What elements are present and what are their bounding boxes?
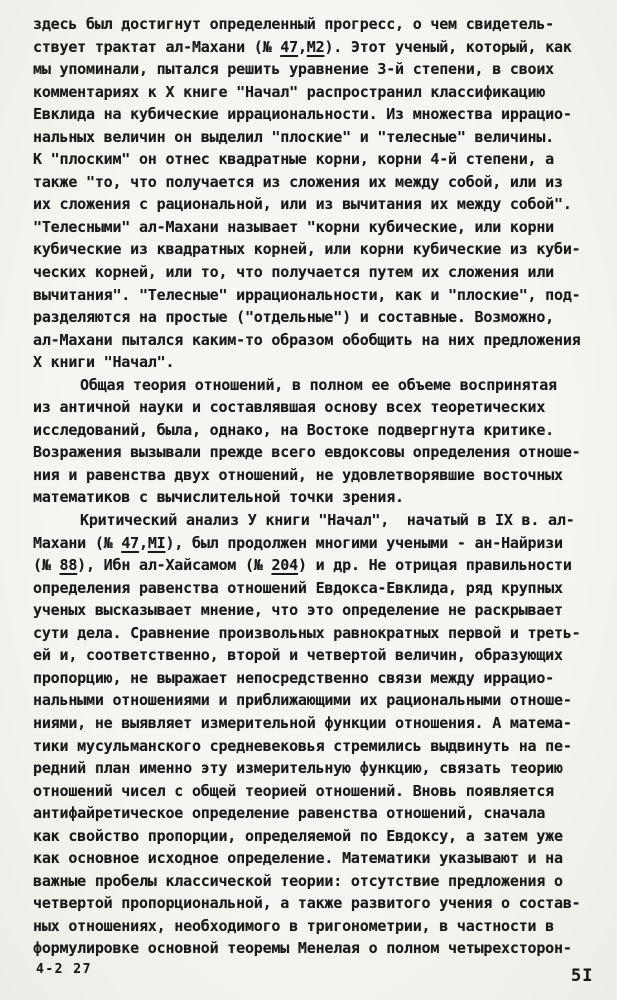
- text-line: [33, 802, 599, 825]
- text-line: [33, 419, 599, 442]
- text-run: также "то, что получается из сложения их между собой, или из: [33, 172, 563, 191]
- paragraph: [33, 509, 599, 960]
- text-line: [33, 486, 599, 509]
- reference-number: 204: [271, 556, 298, 575]
- text-line: [33, 284, 599, 307]
- reference-number: МI: [147, 533, 166, 552]
- text-block: [33, 13, 599, 960]
- text-run: формулировке основной теоремы Менелая о полном четырехсторон-: [33, 939, 572, 958]
- text-line: [33, 622, 599, 645]
- text-run: тики мусульманского средневековья стремились выдвинуть на пе-: [33, 736, 572, 755]
- text-run: Евклида на кубические иррациональности. Из множества иррацио-: [33, 105, 572, 124]
- text-line: [33, 915, 599, 938]
- text-line: [33, 261, 599, 284]
- text-line: [33, 374, 599, 397]
- text-line: [33, 238, 599, 261]
- text-line: [33, 554, 599, 577]
- text-line: [33, 644, 599, 667]
- text-line: [33, 735, 599, 758]
- text-run: важные пробелы классической теории: отсутствие предложения о: [33, 871, 563, 890]
- text-run: ствует трактат ал-Махани (№: [33, 37, 281, 56]
- text-line: [33, 126, 599, 149]
- text-run: ных отношениях, необходимого в тригонометрии, в частности в: [33, 916, 555, 935]
- text-run: ниями, не выявляет измерительной функции отношения. А матема-: [33, 713, 572, 732]
- text-run: Общая теория отношений, в полном ее объеме воспринятая: [80, 375, 557, 394]
- text-line: [33, 36, 599, 59]
- text-line: [33, 193, 599, 216]
- text-run: их сложения с рациональной, или из вычитания их между собой".: [33, 195, 572, 214]
- text-line: [33, 599, 599, 622]
- text-run: нальных величин он выделил "плоские" и "телесные" величины.: [33, 127, 555, 146]
- text-line: [33, 937, 599, 960]
- text-run: как основное исходное определение. Математики указывают и на: [33, 849, 563, 868]
- text-line: [33, 532, 599, 555]
- text-run: ), Ибн ал-Хайсамом (№: [77, 556, 272, 575]
- text-line: [33, 351, 599, 374]
- text-line: [33, 441, 599, 464]
- text-run: Махани (№: [33, 533, 122, 552]
- text-line: [33, 13, 599, 36]
- text-line: [33, 306, 599, 329]
- print-signature-mark: 4-2 27: [36, 962, 92, 977]
- text-run: ,: [297, 37, 307, 56]
- text-run: разделяются на простые ("отдельные") и составные. Возможно,: [33, 308, 555, 327]
- text-run: пропорцию, не выражает непосредственно связи между иррацио-: [33, 668, 555, 687]
- text-run: ученых высказывает мнение, что это определение не раскрывает: [33, 601, 563, 620]
- text-run: К "плоским" он отнес квадратные корни, корни 4-й степени, а: [33, 150, 555, 169]
- text-line: [33, 847, 599, 870]
- text-run: нальными отношениями и приближающими их рациональными отноше-: [33, 691, 572, 710]
- text-line: [33, 81, 599, 104]
- text-line: [33, 892, 599, 915]
- text-run: определения равенства отношений Евдокса-Евклида, ряд крупных: [33, 578, 563, 597]
- text-run: ,: [138, 533, 148, 552]
- paragraph: [33, 13, 599, 374]
- text-run: редний план именно эту измерительную функцию, связать теорию: [33, 759, 563, 778]
- text-line: [33, 825, 599, 848]
- text-run: сути дела. Сравнение произвольных равнократных первой и треть-: [33, 623, 581, 642]
- text-run: Критический анализ У книги "Начал", начатый в IX в. ал-: [80, 511, 575, 530]
- text-run: ), был продолжен многими учеными - ан-Найризи: [165, 533, 563, 552]
- text-run: здесь был достигнут определенный прогресс, о чем свидетель-: [33, 15, 555, 33]
- reference-number: М2: [306, 37, 325, 56]
- text-run: кубические из квадратных корней, или корни кубические из куби-: [33, 240, 581, 259]
- text-run: четвертой пропорциональной, а также развитого учения о состав-: [33, 894, 581, 913]
- text-run: исследований, была, однако, на Востоке подвергнута критике.: [33, 420, 555, 439]
- text-line: [33, 689, 599, 712]
- text-run: Возражения вызывали прежде всего евдоксовы определения отноше-: [33, 443, 581, 462]
- text-line: [33, 780, 599, 803]
- text-run: ал-Махани пытался каким-то образом обобщить на них предложения: [33, 330, 581, 349]
- text-line: [33, 103, 599, 126]
- text-run: ния и равенства двух отношений, не удовлетворявшие восточных: [33, 465, 563, 484]
- reference-number: 47: [280, 37, 298, 56]
- text-run: "Телесными" ал-Махани называет "корни кубические, или корни: [33, 217, 555, 236]
- reference-number: 88: [59, 556, 78, 575]
- reference-number: 47: [121, 533, 139, 552]
- text-line: [33, 464, 599, 487]
- text-line: [33, 577, 599, 600]
- page-number: 5I: [571, 966, 594, 986]
- text-line: [33, 58, 599, 81]
- text-line: [33, 396, 599, 419]
- text-line: [33, 171, 599, 194]
- text-run: ей и, соответственно, второй и четвертой величин, образующих: [33, 646, 563, 665]
- text-line: [33, 329, 599, 352]
- text-line: [33, 148, 599, 171]
- text-line: [33, 712, 599, 735]
- paragraph: [33, 374, 599, 509]
- text-run: математиков с вычислительной точки зрения.: [33, 488, 404, 507]
- text-run: Х книги "Начал".: [33, 353, 175, 372]
- text-run: (№: [33, 556, 60, 575]
- text-line: [33, 667, 599, 690]
- text-run: из античной науки и составлявшая основу всех теоретических: [33, 398, 546, 417]
- text-run: отношений чисел с общей теорией отношений. Вновь появляется: [33, 781, 555, 800]
- text-line: [33, 870, 599, 893]
- text-line: [33, 509, 599, 532]
- text-line: [33, 757, 599, 780]
- text-run: ческих корней, или то, что получается путем их сложения или: [33, 263, 555, 282]
- text-run: комментариях к X книге "Начал" распространил классификацию: [33, 82, 546, 101]
- text-run: ) и др. Не отрицая правильности: [297, 556, 572, 575]
- text-run: вычитания". "Телесные" иррациональности, как и "плоские", под-: [33, 285, 581, 304]
- text-run: мы упоминали, пытался решить уравнение 3-й степени, в своих: [33, 60, 555, 79]
- text-run: как свойство пропорции, определяемой по Евдоксу, а затем уже: [33, 826, 563, 845]
- text-run: ). Этот ученый, который, как: [324, 37, 572, 56]
- text-run: антифайретическое определение равенства отношений, сначала: [33, 804, 546, 823]
- text-line: [33, 216, 599, 239]
